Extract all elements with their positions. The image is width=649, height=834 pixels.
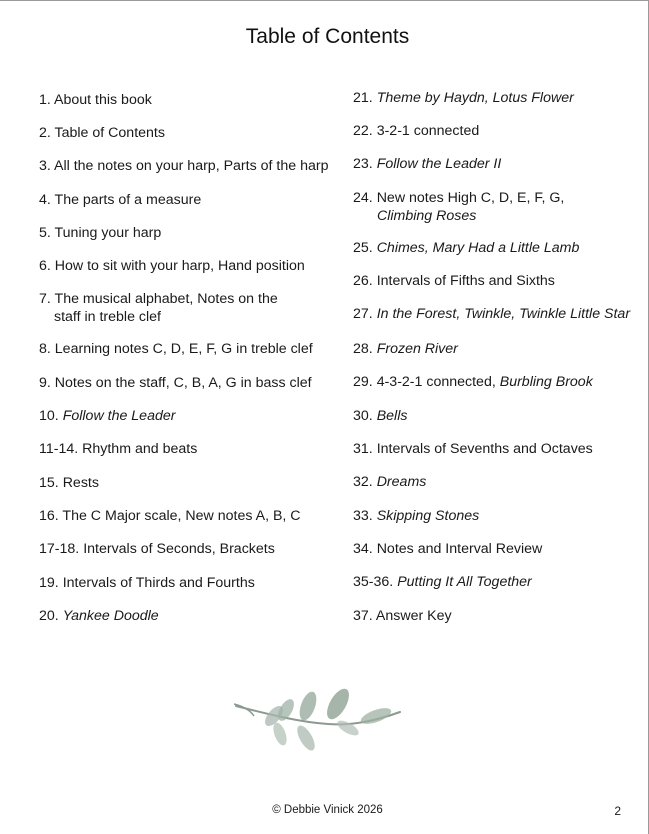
toc-entry-number: 2.	[39, 125, 51, 141]
toc-entry-text: How to sit with your harp, Hand position	[54, 258, 305, 274]
toc-entry-number: 11-14.	[39, 441, 79, 457]
toc-entry-number: 6.	[39, 258, 51, 274]
toc-entry	[353, 473, 426, 491]
toc-entry-title-italic: Frozen River	[376, 341, 458, 357]
toc-entry	[39, 157, 328, 175]
footer-copyright: © Debbie Vinick 2026	[272, 804, 383, 816]
toc-entry-number: 32.	[353, 474, 373, 490]
toc-entry	[353, 607, 452, 625]
toc-entry-title-italic: Chimes, Mary Had a Little Lamb	[376, 240, 580, 256]
toc-entry	[39, 474, 99, 492]
toc-entry	[39, 191, 201, 209]
toc-entry	[353, 155, 501, 173]
toc-entry	[39, 407, 175, 425]
toc-entry-number: 20.	[39, 608, 59, 624]
page-number: 2	[614, 804, 621, 818]
toc-entry-number: 19.	[39, 575, 59, 591]
toc-entry-number: 1.	[39, 92, 51, 108]
toc-entry-number: 30.	[353, 408, 373, 424]
toc-entry	[353, 573, 532, 591]
toc-entry-number: 8.	[39, 341, 51, 357]
toc-entry	[353, 440, 593, 458]
toc-entry	[353, 305, 630, 323]
toc-entry-text: Notes and Interval Review	[376, 541, 543, 557]
toc-entry-text: Intervals of Seconds, Brackets	[83, 541, 275, 557]
toc-entry-number: 3.	[39, 158, 51, 174]
toc-entry	[353, 407, 407, 425]
toc-entry-text: All the notes on your harp, Parts of the harp	[54, 158, 329, 174]
toc-entry	[39, 574, 255, 592]
toc-entry-number: 27.	[353, 306, 373, 322]
toc-entry-number: 26.	[353, 273, 373, 289]
page-title: Table of Contents	[245, 25, 410, 48]
toc-entry-title-italic: Yankee Doodle	[62, 608, 159, 624]
toc-entry-number: 25.	[353, 240, 373, 256]
toc-entry-continuation: staff in treble clef	[54, 309, 161, 325]
toc-entry-text: The musical alphabet, Notes on the	[54, 291, 278, 307]
toc-entry-number: 22.	[353, 123, 373, 139]
toc-entry-text: About this book	[54, 92, 152, 108]
toc-entry	[39, 290, 278, 326]
toc-entry-title-italic: Burbling Brook	[499, 374, 593, 390]
toc-entry	[39, 340, 313, 358]
toc-entry-number: 21.	[353, 90, 373, 106]
toc-entry-number: 17-18.	[39, 541, 80, 557]
toc-entry-number: 9.	[39, 375, 51, 391]
toc-entry-text: Rhythm and beats	[82, 441, 198, 457]
toc-entry-text: 4-3-2-1 connected,	[376, 374, 496, 390]
toc-entry-title-italic: Skipping Stones	[376, 508, 480, 524]
toc-entry-title-italic: Dreams	[376, 474, 427, 490]
toc-entry	[39, 124, 165, 142]
toc-entry-number: 34.	[353, 541, 373, 557]
page-border-top	[0, 0, 649, 1]
toc-entry	[39, 257, 305, 275]
toc-entry-number: 23.	[353, 156, 373, 172]
toc-entry-number: 28.	[353, 341, 373, 357]
toc-entry-text: The parts of a measure	[54, 192, 202, 208]
toc-entry-text: Rests	[62, 475, 99, 491]
toc-entry-text: Learning notes C, D, E, F, G in treble clef	[54, 341, 313, 357]
toc-entry-number: 10.	[39, 408, 59, 424]
toc-entry	[353, 340, 458, 358]
leaf-sprig-icon	[228, 686, 408, 758]
toc-entry-number: 7.	[39, 291, 51, 307]
toc-entry-text: Intervals of Thirds and Fourths	[62, 575, 255, 591]
toc-entry	[39, 507, 301, 525]
toc-entry-title-italic: Theme by Haydn, Lotus Flower	[376, 90, 574, 106]
toc-entry-title-italic: Follow the Leader II	[376, 156, 502, 172]
toc-entry	[353, 373, 593, 391]
toc-entry	[39, 607, 159, 625]
toc-entry-title-italic: Bells	[376, 408, 408, 424]
toc-entry	[353, 189, 564, 225]
toc-entry-number: 33.	[353, 508, 373, 524]
toc-entry-number: 31.	[353, 441, 373, 457]
toc-entry-text: Notes on the staff, C, B, A, G in bass clef	[54, 375, 312, 391]
toc-entry	[353, 239, 579, 257]
toc-entry	[39, 374, 312, 392]
toc-entry-text: New notes High C, D, E, F, G,	[376, 190, 565, 206]
toc-entry-title-italic: In the Forest, Twinkle, Twinkle Little Star	[376, 306, 631, 322]
toc-entry-title-italic: Putting It All Together	[397, 574, 532, 590]
toc-entry-text: Tuning your harp	[54, 225, 162, 241]
toc-entry-text: The C Major scale, New notes A, B, C	[62, 508, 301, 524]
toc-entry	[39, 540, 275, 558]
toc-entry	[353, 89, 574, 107]
toc-entry-number: 5.	[39, 225, 51, 241]
toc-entry-continuation: Climbing Roses	[377, 208, 477, 224]
toc-entry-text: Answer Key	[375, 608, 452, 624]
toc-entry	[353, 540, 542, 558]
toc-entry-number: 15.	[39, 475, 59, 491]
toc-entry-number: 4.	[39, 192, 51, 208]
toc-entry	[353, 272, 555, 290]
toc-entry-text: Intervals of Fifths and Sixths	[376, 273, 555, 289]
toc-entry-text: Intervals of Sevenths and Octaves	[376, 441, 593, 457]
toc-entry-text: Table of Contents	[54, 125, 165, 141]
toc-entry	[39, 440, 197, 458]
toc-entry-number: 29.	[353, 374, 373, 390]
toc-entry-number: 24.	[353, 190, 373, 206]
toc-entry	[353, 507, 479, 525]
toc-entry-number: 35-36.	[353, 574, 394, 590]
toc-entry-number: 16.	[39, 508, 59, 524]
toc-entry-title-italic: Follow the Leader	[62, 408, 176, 424]
toc-entry	[39, 91, 152, 109]
toc-entry-text: 3-2-1 connected	[376, 123, 480, 139]
toc-entry	[39, 224, 161, 242]
toc-entry	[353, 122, 479, 140]
toc-entry-number: 37.	[353, 608, 373, 624]
